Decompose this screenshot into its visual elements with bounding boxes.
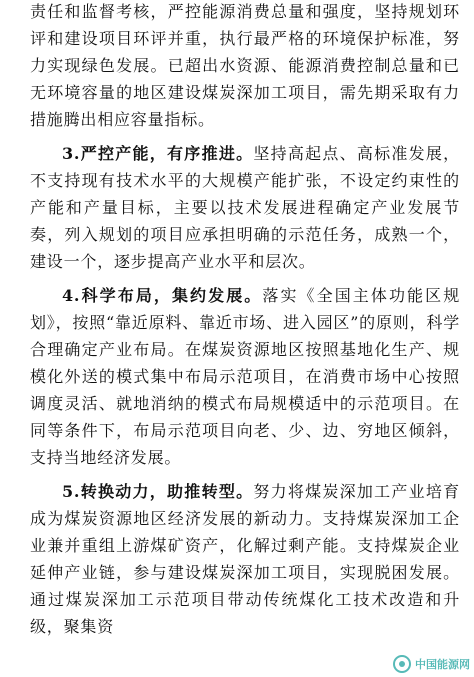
watermark (393, 655, 470, 673)
paragraph-text: 落实《全国主体功能区规划》，按照“靠近原料、靠近市场、进入园区”的原则，科学合理确定产业布局。在煤炭资源地区按照基地化生产、规模化外送的模式集中布局示范项目，在消费市场中心按照调度灵活、就地消纳的模式布局规模适中的示范项目。在同等条件下，布局示范项目向老、少、边、穷地区倾斜，支持当地经济发展。 (30, 286, 460, 467)
section-heading-4: 4.科学布局，集约发展。 (62, 286, 263, 305)
paragraph-environment (30, 0, 460, 133)
paragraph-text: 坚持高起点、高标准发展，不支持现有技术水平的大规模产能扩张，不设定约束性的产能和产量目标，主要以技术发展进程确定产业发展节奏，列入规划的项目应承担明确的示范任务，成熟一个，建设一个，逐步提高产业水平和层次。 (30, 144, 460, 271)
section-heading-3: 3.严控产能，有序推进。 (62, 144, 254, 163)
energy-logo-icon (393, 655, 411, 673)
paragraph-transformation (30, 478, 460, 640)
watermark-text: 中国能源网 (415, 658, 470, 671)
paragraph-scientific-layout (30, 282, 460, 471)
paragraph-text: 责任和监督考核，严控能源消费总量和强度，坚持规划环评和建设项目环评并重，执行最严格的环境保护标准，努力实现绿色发展。已超出水资源、能源消费控制总量和已无环境容量的地区建设煤炭深加工项目，需先期采取有力措施腾出相应容量指标。 (30, 2, 460, 129)
paragraph-text: 努力将煤炭深加工产业培育成为煤炭资源地区经济发展的新动力。支持煤炭深加工企业兼并重组上游煤矿资产，化解过剩产能。支持煤炭企业延伸产业链，参与建设煤炭深加工项目，实现脱困发展。通过煤炭深加工示范项目带动传统煤化工技术改造和升级，聚集资 (30, 482, 460, 636)
section-heading-5: 5.转换动力，助推转型。 (62, 482, 254, 501)
document-page (30, 0, 460, 640)
paragraph-capacity-control (30, 140, 460, 275)
